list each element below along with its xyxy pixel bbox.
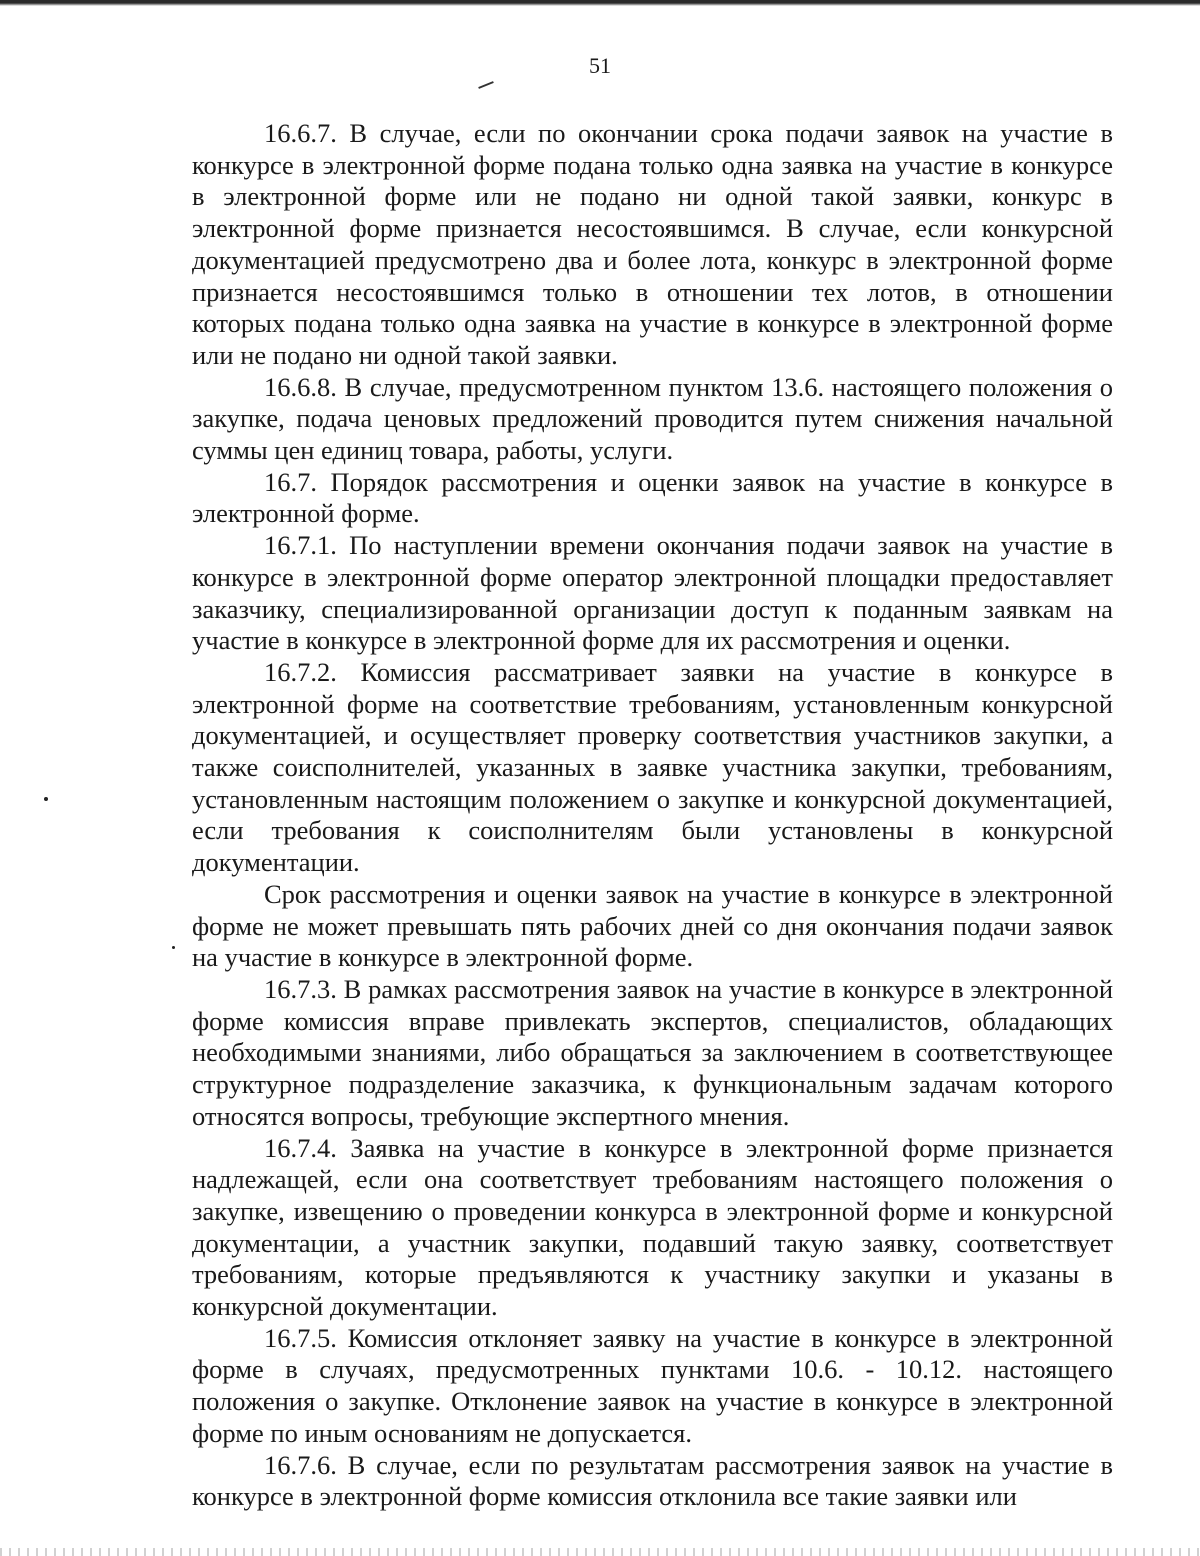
scan-speck — [44, 797, 48, 801]
paragraph-16-7-2: 16.7.2. Комиссия рассматривает заявки на участие в конкурсе в электронной форме на соответствие требованиям, установленным конкурсной документацией, и осуществляет проверку соответствия участников закупки, а также соисполнителей, указанных в заявке участника закупки, требованиям, установленным настоящим положением о закупке и конкурсной документацией, если требования к соисполнителям были установлены в конкурсной документации. — [192, 656, 1113, 878]
paragraph-16-7-3: 16.7.3. В рамках рассмотрения заявок на участие в конкурсе в электронной форме комиссия вправе привлекать экспертов, специалистов, обладающих необходимыми знаниями, либо обращаться за заключением в соответствующее структурное подразделение заказчика, к функциональным задачам которого относятся вопросы, требующие экспертного мнения. — [192, 973, 1113, 1131]
document-body — [192, 118, 1113, 1513]
paragraph-16-7-5: 16.7.5. Комиссия отклоняет заявку на участие в конкурсе в электронной форме в случаях, предусмотренных пунктами 10.6. - 10.12. настоящего положения о закупке. Отклонение заявок на участие в конкурсе в электронной форме по иным основаниям не допускается. — [192, 1322, 1113, 1448]
scan-bottom-noise — [0, 1548, 1200, 1556]
section-heading-16-7: 16.7. Порядок рассмотрения и оценки заявок на участие в конкурсе в электронной форме. — [192, 466, 1113, 529]
paragraph-review-deadline: Срок рассмотрения и оценки заявок на участие в конкурсе в электронной форме не может превышать пять рабочих дней со дня окончания подачи заявок на участие в конкурсе в электронной форме. — [192, 878, 1113, 973]
pen-mark — [478, 81, 494, 89]
scan-top-edge — [0, 0, 1200, 6]
paragraph-16-6-8: 16.6.8. В случае, предусмотренном пунктом 13.6. настоящего положения о закупке, подача ценовых предложений проводится путем снижения начальной суммы цен единиц товара, работы, услуги. — [192, 371, 1113, 466]
scan-speck — [172, 946, 175, 949]
paragraph-16-6-7: 16.6.7. В случае, если по окончании срока подачи заявок на участие в конкурсе в электронной форме подана только одна заявка на участие в конкурсе в электронной форме или не подано ни одной такой заявки, конкурс в электронной форме признается несостоявшимся. В случае, если конкурсной документацией предусмотрено два и более лота, конкурс в электронной форме признается несостоявшимся только в отношении тех лотов, в отношении которых подана только одна заявка на участие в конкурсе в электронной форме или не подано ни одной такой заявки. — [192, 118, 1113, 370]
paragraph-16-7-6: 16.7.6. В случае, если по результатам рассмотрения заявок на участие в конкурсе в электронной форме комиссия отклонила все такие заявки или — [192, 1449, 1113, 1512]
page-number: 51 — [589, 53, 611, 78]
paragraph-16-7-1: 16.7.1. По наступлении времени окончания подачи заявок на участие в конкурсе в электронной форме оператор электронной площадки предоставляет заказчику, специализированной организации доступ к поданным заявкам на участие в конкурсе в электронной форме для их рассмотрения и оценки. — [192, 530, 1113, 656]
paragraph-16-7-4: 16.7.4. Заявка на участие в конкурсе в электронной форме признается надлежащей, если она соответствует требованиям настоящего положения о закупке, извещению о проведении конкурса в электронной форме и конкурсной документации, а участник закупки, подавший такую заявку, соответствует требованиям, которые предъявляются к участнику закупки и указаны в конкурсной документации. — [192, 1132, 1113, 1322]
